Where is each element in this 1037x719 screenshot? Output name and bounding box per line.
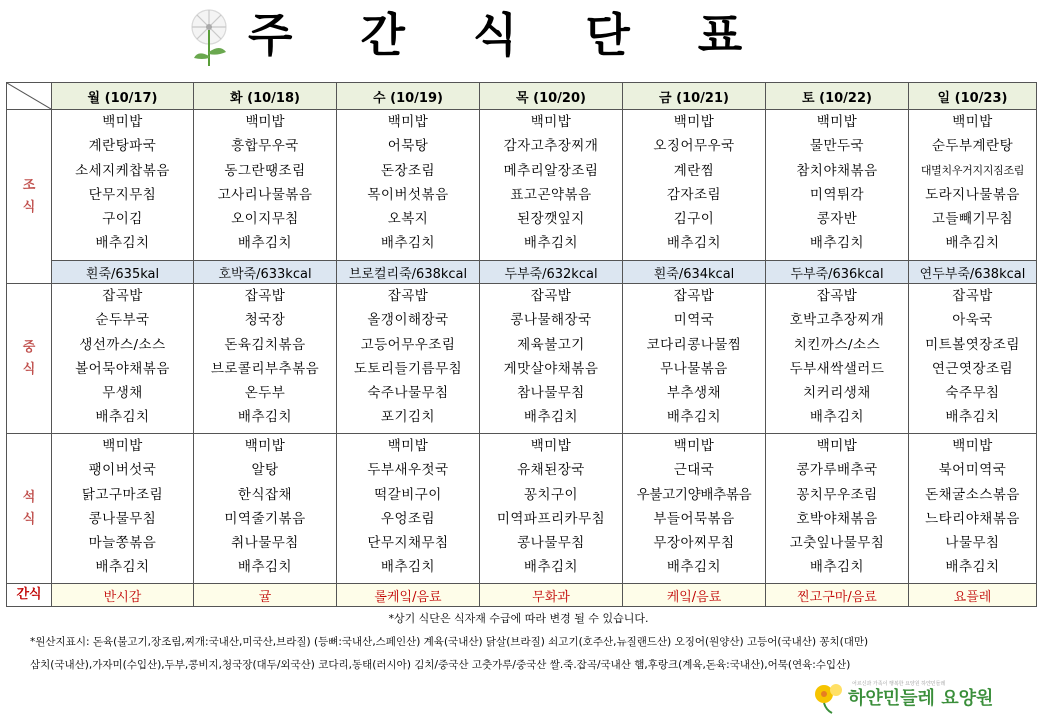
menu-item: 배추김치 [945,235,1000,252]
menu-item: 무장아찌무침 [653,535,735,552]
meal-label-lunch [7,284,52,434]
snack-cell: 롤케잌/음료 [337,584,480,607]
menu-item: 돈장조림 [380,162,436,179]
menu-item: 감자고추장찌개 [503,138,599,155]
menu-change-note: *상기 식단은 식자재 수급에 따라 변경 될 수 있습니다. [388,612,649,625]
menu-item: 고들빼기무침 [931,211,1014,228]
menu-item: 부들어묵볶음 [653,510,735,527]
menu-item: 잡곡밥 [102,288,143,304]
menu-item: 물만두국 [809,138,865,155]
meal-label-breakfast [7,110,52,284]
lunch-cell [766,284,909,434]
menu-item: 단무지채무침 [367,535,449,552]
menu-item: 소세지케찹볶음 [75,162,170,179]
dinner-cell [623,434,766,584]
menu-item: 숙주무침 [945,385,1000,402]
menu-item: 배추김치 [95,559,150,576]
menu-item: 백미밥 [245,114,285,130]
menu-item: 닭고구마조림 [81,486,164,503]
menu-item: 잡곡밥 [816,288,858,304]
meal-label-dinner-text: 석 식 [22,489,36,527]
menu-item: 표고곤약볶음 [510,186,592,203]
menu-item: 무생채 [102,385,143,402]
porridge-cell: 두부죽/632kcal [480,261,623,284]
menu-item: 볼어묵야채볶음 [75,360,170,377]
menu-item: 잡곡밥 [952,288,993,304]
menu-item: 숙주나물무침 [367,385,449,402]
menu-item: 취나물무침 [231,535,299,552]
menu-item: 배추김치 [237,559,293,576]
menu-item: 팽이버섯국 [88,462,157,479]
menu-item: 잡곡밥 [673,288,715,304]
menu-item: 청국장 [244,312,286,329]
snack-cell: 반시감 [52,584,194,607]
lunch-cell [480,284,623,434]
menu-item: 연근엿장조림 [931,360,1014,377]
breakfast-cell [52,110,194,261]
menu-item: 어묵탕 [387,138,429,155]
lunch-cell [194,284,337,434]
menu-item: 잡곡밥 [244,288,286,304]
menu-item: 생선까스/소스 [79,336,166,353]
menu-item: 백미밥 [530,438,572,454]
menu-item: 잡곡밥 [387,288,429,304]
porridge-cell: 흰죽/634kcal [623,261,766,284]
menu-item: 아욱국 [952,312,993,329]
meal-label-lunch-text: 중 식 [22,339,36,377]
menu-item: 배추김치 [666,409,722,426]
menu-item: 메추리알장조림 [503,162,599,179]
menu-item: 계란찜 [673,162,715,179]
table-corner [7,83,52,110]
menu-item: 배추김치 [666,559,722,576]
weekly-menu-table [6,82,1037,607]
meal-label-breakfast-text: 조 식 [22,177,36,215]
menu-item: 북어미역국 [938,462,1007,479]
menu-item: 흥합무우국 [231,138,299,155]
day-header: 수 (10/19) [337,83,480,110]
snack-cell: 케잌/음료 [623,584,766,607]
snack-cell: 무화과 [480,584,623,607]
dinner-cell [766,434,909,584]
porridge-cell: 호박죽/633kcal [194,261,337,284]
menu-item: 우불고기양배추볶음 [636,486,752,503]
menu-item: 백미밥 [673,114,715,130]
menu-item: 백미밥 [816,114,858,130]
menu-item: 배추김치 [945,409,1000,426]
menu-item: 브로콜리부추볶음 [210,360,320,377]
menu-item: 오징어무우국 [653,138,735,155]
page-title: 주 간 식 단 표 [248,8,769,62]
menu-item: 배추김치 [523,409,579,426]
menu-item: 게맛살야채볶음 [503,360,599,377]
snack-cell: 찐고구마/음료 [766,584,909,607]
porridge-cell: 두부죽/636kcal [766,261,909,284]
menu-item: 마늘쫑볶음 [88,535,157,552]
menu-item: 무나물볶음 [660,360,728,377]
menu-item: 콩자반 [816,211,858,228]
menu-item: 코다리콩나물찜 [646,336,742,353]
menu-item: 근대국 [673,462,715,479]
menu-item: 두부새싹샐러드 [789,360,885,377]
menu-item: 꽁치구이 [523,486,579,503]
menu-item: 꽁치무우조림 [796,486,878,503]
menu-item: 목이버섯볶음 [367,186,449,203]
porridge-cell: 연두부죽/638kcal [909,261,1037,284]
day-header: 토 (10/22) [766,83,909,110]
menu-item: 콩가루배추국 [796,462,878,479]
breakfast-cell [909,110,1037,261]
menu-item: 미트볼엿장조림 [925,336,1020,353]
meal-label-dinner [7,434,52,584]
menu-item: 참치야채볶음 [796,162,878,179]
menu-item: 우엉조림 [380,510,436,527]
menu-item: 된장깻잎지 [517,211,585,228]
menu-item: 백미밥 [387,114,429,130]
menu-item: 백미밥 [102,438,143,454]
porridge-cell: 흰죽/635kal [52,261,194,284]
breakfast-cell [480,110,623,261]
logo-slogan: 어르신과 가족이 행복한 요양원 하얀민들레 [852,681,946,687]
menu-item: 배추김치 [945,559,1000,576]
dinner-cell [909,434,1037,584]
menu-item: 온두부 [244,385,286,402]
menu-item: 백미밥 [952,114,993,130]
lunch-cell [909,284,1037,434]
menu-item: 배추김치 [95,409,150,426]
porridge-cell: 브로컬리죽/638kcal [337,261,480,284]
day-header: 화 (10/18) [194,83,337,110]
menu-item: 한식잡채 [237,486,293,503]
breakfast-cell [623,110,766,261]
menu-item: 돈육김치볶음 [224,336,306,353]
breakfast-cell [194,110,337,261]
menu-item: 단무지무침 [88,186,157,203]
breakfast-cell [337,110,480,261]
menu-item: 떡갈비구이 [374,486,442,503]
menu-item: 호박고추장찌개 [789,312,885,329]
menu-item: 콩나물해장국 [510,312,592,329]
day-header: 금 (10/21) [623,83,766,110]
menu-item: 미역국 [673,312,715,329]
snack-cell: 요플레 [909,584,1037,607]
menu-item: 오복지 [387,211,429,228]
menu-item: 호박야채볶음 [796,510,878,527]
menu-item: 고춧잎나물무침 [789,535,885,552]
menu-item: 감자조림 [666,186,722,203]
menu-item: 백미밥 [952,438,993,454]
menu-item: 순두부계란탕 [931,138,1014,155]
menu-item: 배추김치 [380,235,436,252]
dinner-cell [337,434,480,584]
menu-item: 백미밥 [816,438,858,454]
menu-item: 도토리들기름무침 [353,360,463,377]
menu-item: 구이김 [102,211,143,228]
menu-item: 올갱이해장국 [367,312,449,329]
menu-item: 오이지무침 [231,211,299,228]
day-header: 일 (10/23) [909,83,1037,110]
menu-item: 계란탕파국 [88,138,157,155]
menu-item: 대멸치우거지지짐조림 [920,163,1025,177]
menu-item: 백미밥 [387,438,429,454]
snack-cell: 귤 [194,584,337,607]
menu-item: 부추생채 [666,385,722,402]
dandelion-icon [186,6,232,68]
menu-item: 배추김치 [95,235,150,252]
menu-item: 백미밥 [673,438,715,454]
menu-item: 백미밥 [244,438,286,454]
origin-note-line2: 삼치(국내산),가자미(수입산),두부,콩비지,청국장(대두/외국산) 코다리,동태(러시아) 김치/중국산 고춧가루/중국산 쌀.죽.잡곡/국내산 햄,후랑크(계육,돈육:국내산),어묵(연육:수입산) [30,659,851,671]
day-header: 목 (10/20) [480,83,623,110]
menu-item: 미역튀각 [809,186,865,203]
menu-item: 김구이 [673,211,715,228]
menu-item: 배추김치 [809,235,865,252]
menu-item: 배추김치 [523,559,579,576]
menu-item: 고등어무우조림 [360,336,456,353]
header [0,0,1037,74]
menu-item: 도라지나물볶음 [925,186,1020,203]
logo-name: 하얀민들레 요양원 [848,688,994,709]
menu-item: 돈채굴소스볶음 [925,486,1020,503]
dinner-cell [194,434,337,584]
menu-item: 배추김치 [523,235,579,252]
menu-item: 백미밥 [530,114,572,130]
menu-item: 콩나물무침 [88,510,157,527]
menu-item: 미역파프리카무침 [496,510,606,527]
menu-item: 동그란땡조림 [224,162,306,179]
menu-item: 미역줄기볶음 [224,510,306,527]
breakfast-cell [766,110,909,261]
origin-note-line1: *원산지표시: 돈육(불고기,장조림,찌개:국내산,미국산,브라질) (등뼈:국내산,스페인산) 계육(국내산) 닭살(브라질) 쇠고기(호주산,뉴질랜드산) 오징어(원양산) 고등어(국내산) 꽁치(대만) [30,636,869,648]
lunch-cell [623,284,766,434]
dinner-cell [52,434,194,584]
menu-item: 배추김치 [809,559,865,576]
menu-item: 배추김치 [666,235,722,252]
menu-item: 치커리생채 [803,385,871,402]
meal-label-snack: 간식 [7,584,52,607]
menu-item: 배추김치 [380,559,436,576]
menu-item: 백미밥 [102,114,143,130]
menu-item: 순두부국 [95,312,150,329]
lunch-cell [337,284,480,434]
menu-item: 알탕 [251,462,279,479]
menu-item: 고사리나물볶음 [217,186,313,203]
menu-item: 배추김치 [237,235,293,252]
menu-item: 두부새우젓국 [367,462,449,479]
dinner-cell [480,434,623,584]
menu-item: 배추김치 [237,409,293,426]
menu-item: 유채된장국 [517,462,585,479]
menu-item: 치킨까스/소스 [793,336,881,353]
menu-item: 포기김치 [380,409,436,426]
menu-item: 제육불고기 [517,336,585,353]
dandelion-logo-icon [812,680,848,714]
menu-item: 느타리야채볶음 [925,510,1020,527]
day-header: 월 (10/17) [52,83,194,110]
menu-item: 배추김치 [809,409,865,426]
lunch-cell [52,284,194,434]
menu-item: 나물무침 [945,535,1000,552]
nursing-home-logo [812,680,1032,714]
menu-item: 콩나물무침 [517,535,585,552]
menu-item: 참나물무침 [517,385,585,402]
menu-item: 잡곡밥 [530,288,572,304]
